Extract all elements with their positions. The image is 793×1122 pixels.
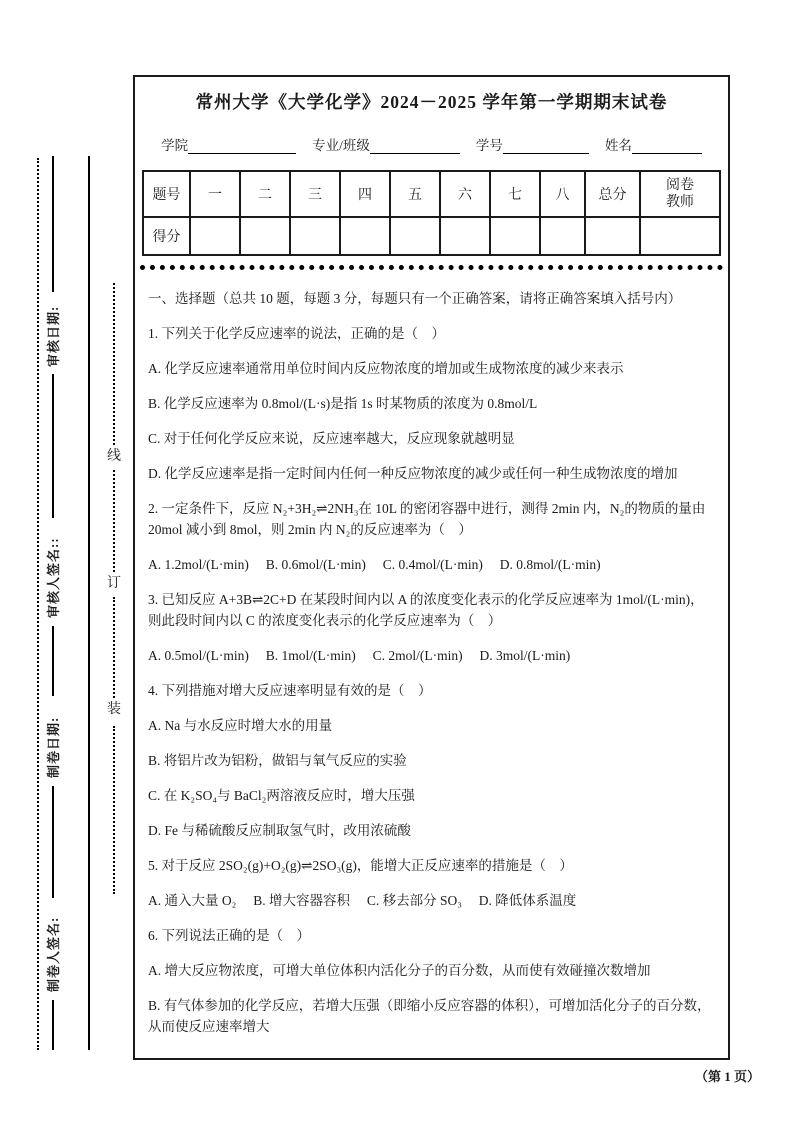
- question-6: [148, 925, 715, 1037]
- binding-dotted-segment: [113, 470, 115, 572]
- score-header-7: 七: [490, 171, 540, 217]
- page-title: 常州大学《大学化学》2024－2025 学年第一学期期末试卷: [195, 92, 668, 112]
- question-1-option-d: D. 化学反应速率是指一定时间内任何一种反应物浓度的减少或任何一种生成物浓度的增加: [148, 466, 678, 481]
- question-1: [148, 323, 715, 484]
- score-cell-empty: [290, 217, 340, 255]
- score-cell-empty: [490, 217, 540, 255]
- question-6-stem: 6. 下列说法正确的是（ ）: [148, 928, 310, 943]
- field-name: [605, 134, 702, 154]
- margin-label-maker-date: 制卷日期:: [46, 716, 61, 778]
- section-title: 一、选择题（总共 10 题，每题 3 分，每题只有一个正确答案，请将正确答案填入括号内）: [148, 291, 682, 306]
- score-header-3: 三: [290, 171, 340, 217]
- question-4-stem: 4. 下列措施对增大反应速率明显有效的是（ ）: [148, 683, 432, 698]
- question-1-stem: 1. 下列关于化学反应速率的说法，正确的是（ ）: [148, 326, 445, 341]
- score-header-6: 六: [440, 171, 490, 217]
- binding-char-ding: 订: [107, 576, 121, 591]
- field-student-id: [476, 134, 589, 154]
- score-table-score-row: [143, 217, 720, 255]
- score-header-total: 总分: [585, 171, 640, 217]
- exam-paper: [133, 75, 730, 1060]
- exam-content: [135, 270, 728, 1037]
- question-3-options: A. 0.5mol/(L·min) B. 1mol/(L·min) C. 2mol/(L·min) D. 3mol/(L·min): [148, 648, 571, 663]
- maker-date-fill-line: [52, 626, 54, 696]
- field-college-fill-line: [188, 138, 296, 154]
- score-cell-empty: [440, 217, 490, 255]
- margin-solid-rule: [88, 156, 90, 1050]
- question-2-options: A. 1.2mol/(L·min) B. 0.6mol/(L·min) C. 0.4mol/(L·min) D. 0.8mol/(L·min): [148, 557, 601, 572]
- student-info-line: [135, 134, 728, 154]
- score-cell-empty: [190, 217, 240, 255]
- question-4: [148, 680, 715, 841]
- grader-label-line1: 阅卷: [666, 178, 694, 193]
- score-header-8: 八: [540, 171, 585, 217]
- score-cell-empty: [540, 217, 585, 255]
- score-header-4: 四: [340, 171, 390, 217]
- margin-label-maker-signature: 制卷人签名:: [46, 916, 61, 992]
- field-college-label: 学院: [161, 138, 189, 153]
- question-4-option-b: B. 将铝片改为铝粉，做铝与氧气反应的实验: [148, 753, 407, 768]
- field-major-class-fill-line: [370, 138, 460, 154]
- score-header-question-no: 题号: [143, 171, 190, 217]
- binding-char-xian: 线: [107, 449, 121, 464]
- page-number: （第 1 页）: [694, 1069, 760, 1084]
- binding-dotted-segment: [113, 726, 115, 894]
- margin-label-review-date: 审核日期:: [46, 305, 61, 367]
- score-table: [142, 170, 721, 256]
- question-1-option-b: B. 化学反应速率为 0.8mol/(L·s)是指 1s 时某物质的浓度为 0.8mol/L: [148, 396, 538, 411]
- question-1-option-c: C. 对于任何化学反应来说，反应速率越大，反应现象就越明显: [148, 431, 515, 446]
- margin-fill-line: [52, 1000, 54, 1050]
- score-cell-empty: [640, 217, 720, 255]
- field-name-fill-line: [632, 138, 702, 154]
- score-header-grader: [640, 171, 720, 217]
- reviewer-signature-fill-line: [52, 374, 54, 518]
- question-6-option-b: B. 有气体参加的化学反应，若增大压强（即缩小反应容器的体积），可增加活化分子的百分数，从而使反应速率增大: [148, 998, 711, 1034]
- binding-dotted-segment: [113, 283, 115, 445]
- field-major-class-label: 专业/班级: [312, 138, 370, 153]
- question-5-options: A. 通入大量 O₂ B. 增大容器容积 C. 移去部分 SO₃ D. 降低体系温度: [148, 893, 577, 908]
- question-1-option-a: A. 化学反应速率通常用单位时间内反应物浓度的增加或生成物浓度的减少来表示: [148, 361, 624, 376]
- score-header-2: 二: [240, 171, 290, 217]
- question-4-option-d: D. Fe 与稀硫酸反应制取氢气时，改用浓硫酸: [148, 823, 411, 838]
- question-3: [148, 589, 715, 666]
- question-4-option-c: C. 在 K₂SO₄与 BaCl₂两溶液反应时，增大压强: [148, 788, 415, 803]
- binding-dotted-segment: [113, 597, 115, 698]
- score-header-5: 五: [390, 171, 440, 217]
- grader-label-line2: 教师: [666, 195, 694, 210]
- field-college: [161, 134, 296, 154]
- score-header-1: 一: [190, 171, 240, 217]
- question-2-stem: 2. 一定条件下，反应 N₂+3H₂⇌2NH₃在 10L 的密闭容器中进行，测得 2min 内，N₂的物质的量由 20mol 减小到 8mol，则 2min 内 N₂的反应速率为（ ）: [148, 501, 706, 537]
- question-5-stem: 5. 对于反应 2SO₂(g)+O₂(g)⇌2SO₃(g)，能增大正反应速率的措施是（ ）: [148, 858, 573, 873]
- question-3-stem: 3. 已知反应 A+3B⇌2C+D 在某段时间内以 A 的浓度变化表示的化学反应速率为 1mol/(L·min)，则此段时间内以 C 的浓度变化表示的化学反应速率为（ ）: [148, 592, 704, 628]
- field-major-class: [312, 134, 460, 154]
- question-2: [148, 498, 715, 575]
- field-student-id-label: 学号: [475, 138, 503, 153]
- question-4-option-a: A. Na 与水反应时增大水的用量: [148, 718, 333, 733]
- score-cell-empty: [585, 217, 640, 255]
- question-5: [148, 855, 715, 911]
- score-cell-empty: [390, 217, 440, 255]
- question-6-option-a: A. 增大反应物浓度，可增大单位体积内活化分子的百分数，从而使有效碰撞次数增加: [148, 963, 651, 978]
- field-student-id-fill-line: [503, 138, 589, 154]
- maker-signature-fill-line: [52, 786, 54, 898]
- score-table-header-row: [143, 171, 720, 217]
- margin-label-reviewer-signature: 审核人签名::: [46, 537, 61, 618]
- score-cell-empty: [240, 217, 290, 255]
- score-cell-empty: [340, 217, 390, 255]
- review-date-fill-line: [52, 156, 54, 292]
- field-name-label: 姓名: [604, 138, 632, 153]
- binding-char-zhuang: 装: [107, 702, 121, 717]
- margin-fold-dotted-line: [37, 158, 39, 1050]
- score-row-label: 得分: [143, 217, 190, 255]
